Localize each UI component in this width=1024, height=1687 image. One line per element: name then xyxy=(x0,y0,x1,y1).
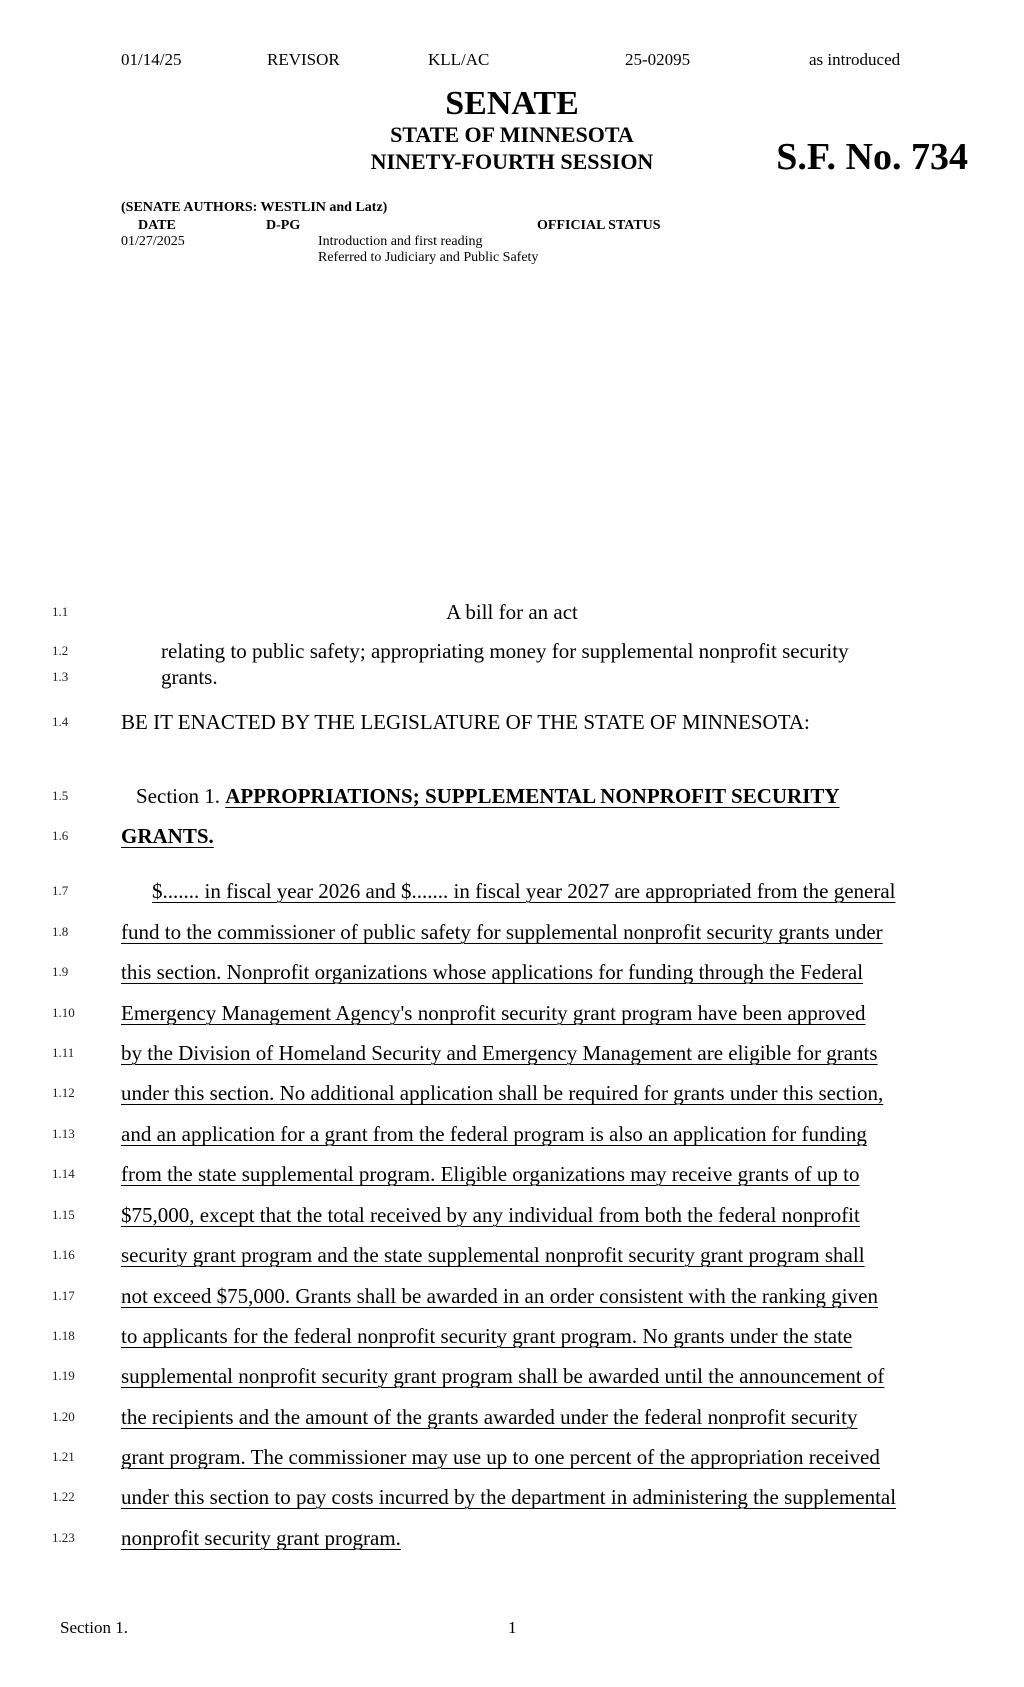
line-number: 1.15 xyxy=(52,1207,75,1222)
line-number: 1.8 xyxy=(52,924,69,939)
bill-text: this section. Nonprofit organizations whose applications for funding through the Federal xyxy=(121,960,864,984)
bill-line xyxy=(0,1038,1024,1068)
bill-text: from the state supplemental program. Eligible organizations may receive grants of up to xyxy=(121,1162,860,1186)
line-number: 1.5 xyxy=(52,788,69,803)
line-number: 1.23 xyxy=(52,1530,75,1545)
bill-text: grant program. The commissioner may use up to one percent of the appropriation received xyxy=(121,1445,880,1469)
bill-line xyxy=(0,821,1024,851)
bill-line xyxy=(0,1321,1024,1351)
status-entry-1: Introduction and first reading xyxy=(318,234,483,249)
line-number: 1.2 xyxy=(52,643,69,658)
line-number: 1.7 xyxy=(52,883,69,898)
section-prefix: Section 1. xyxy=(136,784,226,808)
line-number: 1.9 xyxy=(52,964,69,979)
bill-text: to applicants for the federal nonprofit security grant program. No grants under the state xyxy=(121,1324,853,1348)
line-number: 1.12 xyxy=(52,1085,75,1100)
status-col-date: DATE xyxy=(138,218,176,233)
bill-text: supplemental nonprofit security grant program shall be awarded until the announcement of xyxy=(121,1364,885,1388)
header-date: 01/14/25 xyxy=(121,50,182,69)
chamber-title: SENATE xyxy=(445,85,579,122)
status-col-dpg: D-PG xyxy=(266,218,301,233)
bill-line xyxy=(0,1361,1024,1391)
section-heading xyxy=(136,781,840,811)
status-entry-date: 01/27/2025 xyxy=(121,234,185,249)
line-number: 1.6 xyxy=(52,828,69,843)
bill-line xyxy=(0,998,1024,1028)
status-entry-2: Referred to Judiciary and Public Safety xyxy=(318,250,539,265)
line-number: 1.16 xyxy=(52,1247,75,1262)
line-number: 1.22 xyxy=(52,1489,75,1504)
bill-line xyxy=(0,1159,1024,1189)
bill-line xyxy=(0,781,1024,811)
bill-line xyxy=(0,597,1024,627)
bill-text: the recipients and the amount of the grants awarded under the federal nonprofit security xyxy=(121,1405,858,1429)
bill-line xyxy=(0,917,1024,947)
bill-line xyxy=(0,1200,1024,1230)
file-number: S.F. No. 734 xyxy=(776,136,968,178)
bill-text: $....... in fiscal year 2026 and $....... in fiscal year 2027 are appropriated from the general xyxy=(152,879,896,903)
state-title: STATE OF MINNESOTA xyxy=(390,122,634,147)
header-doc-number: 25-02095 xyxy=(625,50,691,69)
bill-title-text: relating to public safety; appropriating money for supplemental nonprofit security xyxy=(161,639,849,663)
bill-line xyxy=(0,1119,1024,1149)
line-number: 1.20 xyxy=(52,1409,75,1424)
status-col-official: OFFICIAL STATUS xyxy=(537,218,661,233)
bill-line xyxy=(0,1442,1024,1472)
line-number: 1.3 xyxy=(52,669,69,684)
line-number: 1.13 xyxy=(52,1126,75,1141)
line-number: 1.1 xyxy=(52,604,69,619)
header-office: REVISOR xyxy=(267,50,340,69)
bill-text: $75,000, except that the total received by any individual from both the federal nonprofit xyxy=(121,1203,860,1227)
bill-line xyxy=(0,1078,1024,1108)
line-number: 1.19 xyxy=(52,1368,75,1383)
bill-line xyxy=(0,957,1024,987)
bill-line xyxy=(0,1240,1024,1270)
bill-text: not exceed $75,000. Grants shall be awarded in an order consistent with the ranking given xyxy=(121,1284,878,1308)
bill-line xyxy=(0,1281,1024,1311)
bill-text: security grant program and the state supplemental nonprofit security grant program shall xyxy=(121,1243,865,1267)
line-number: 1.11 xyxy=(52,1045,75,1060)
session-title: NINETY-FOURTH SESSION xyxy=(370,149,654,174)
bill-title-text: grants. xyxy=(161,665,218,689)
bill-line xyxy=(0,1402,1024,1432)
line-number: 1.4 xyxy=(52,714,69,729)
line-number: 1.14 xyxy=(52,1166,75,1181)
section-title: APPROPRIATIONS; SUPPLEMENTAL NONPROFIT SECURITY xyxy=(225,784,840,808)
page-number: 1 xyxy=(508,1618,517,1637)
line-number: 1.10 xyxy=(52,1005,75,1020)
bill-heading: A bill for an act xyxy=(446,600,578,624)
bill-text: under this section. No additional application shall be required for grants under this section, xyxy=(121,1081,884,1105)
section-title: GRANTS. xyxy=(121,824,214,848)
bill-text: nonprofit security grant program. xyxy=(121,1526,401,1550)
senate-authors: (SENATE AUTHORS: WESTLIN and Latz) xyxy=(121,200,388,215)
enacting-clause: BE IT ENACTED BY THE LEGISLATURE OF THE STATE OF MINNESOTA: xyxy=(121,710,810,734)
bill-line xyxy=(0,662,1024,692)
bill-text: by the Division of Homeland Security and Emergency Management are eligible for grants xyxy=(121,1041,878,1065)
header-initials: KLL/AC xyxy=(428,50,490,69)
line-number: 1.18 xyxy=(52,1328,75,1343)
bill-text: Emergency Management Agency's nonprofit security grant program have been approved xyxy=(121,1001,866,1025)
bill-text: fund to the commissioner of public safety for supplemental nonprofit security grants under xyxy=(121,920,883,944)
bill-text: under this section to pay costs incurred by the department in administering the supplemental xyxy=(121,1485,897,1509)
line-number: 1.21 xyxy=(52,1449,75,1464)
line-number: 1.17 xyxy=(52,1288,75,1303)
footer-section: Section 1. xyxy=(60,1618,128,1637)
bill-text: and an application for a grant from the federal program is also an application for funding xyxy=(121,1122,867,1146)
header-version: as introduced xyxy=(809,50,901,69)
bill-line xyxy=(0,876,1024,906)
bill-line xyxy=(0,1523,1024,1553)
bill-line xyxy=(0,1482,1024,1512)
bill-line xyxy=(0,707,1024,737)
